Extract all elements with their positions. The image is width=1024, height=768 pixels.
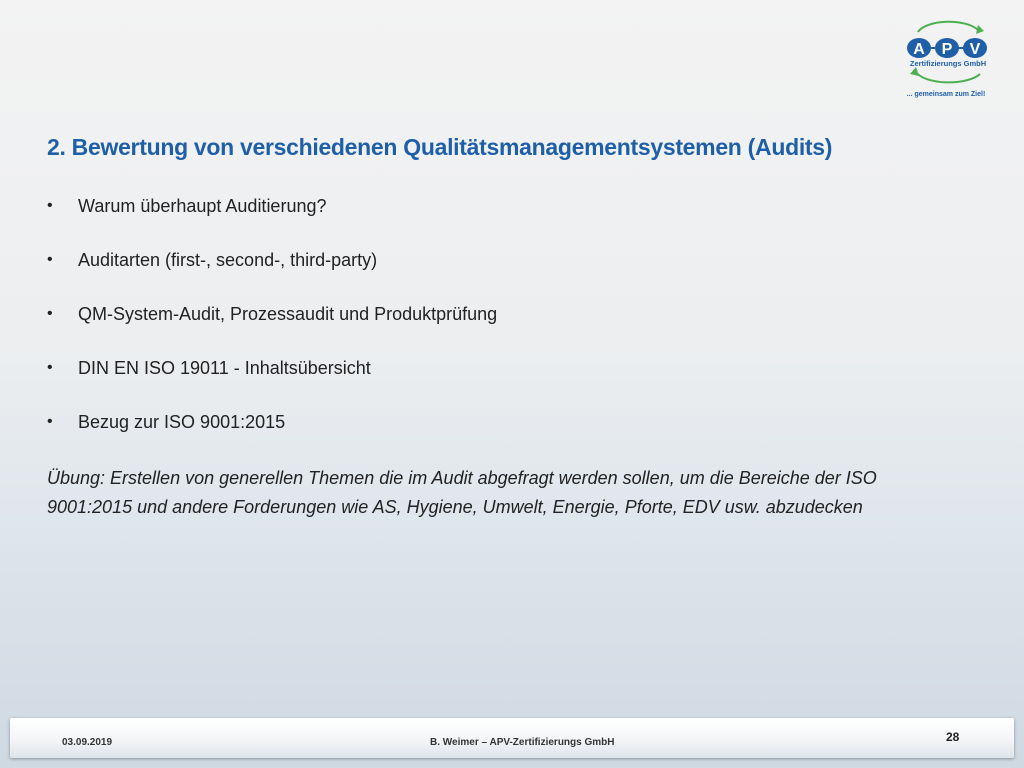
exercise-text: Übung: Erstellen von generellen Themen die im Audit abgefragt werden sollen, um die Bereiche der ISO 9001:2015 und andere Forderungen wie AS, Hygiene, Umwelt, Energie, Pforte, EDV usw. abzudecken [47,468,877,517]
bullet-list [47,188,497,458]
bullet-text: QM-System-Audit, Prozessaudit und Produktprüfung [78,304,498,324]
footer-bar [10,718,1014,758]
logo-letter-v: V [969,41,981,58]
logo-letter-p: P [941,41,953,58]
logo-company: Zertifizierungs GmbH [909,59,987,68]
logo-letter-a: A [913,41,925,58]
arrow-head-bottom-icon [910,67,919,76]
bullet-item [47,296,497,350]
bullet-item [47,404,497,458]
apv-logo [898,14,998,100]
bullet-text: DIN EN ISO 19011 - Inhaltsübersicht [78,358,371,378]
apv-logo-graphic [898,14,998,100]
page-number: 28 [946,730,960,744]
bullet-icon: • [47,251,53,268]
bullet-text: Auditarten (first-, second-, third-party) [78,250,378,270]
bullet-item [47,350,497,404]
bullet-item [47,242,497,296]
arrow-arc-top-icon [918,22,978,32]
bullet-icon: • [47,197,53,214]
bullet-text: Warum überhaupt Auditierung? [78,196,327,216]
arrow-arc-bottom-icon [916,72,980,82]
bullet-item [47,188,497,242]
arrow-head-top-icon [976,25,984,34]
footer-date: 03.09.2019 [62,737,113,748]
bullet-icon: • [47,305,53,322]
slide-title: 2. Bewertung von verschiedenen Qualitätsmanagementsystemen (Audits) [47,134,833,160]
footer-author: B. Weimer – APV-Zertifizierungs GmbH [430,737,615,748]
logo-tagline: ... gemeinsam zum Ziel! [906,91,986,98]
bullet-icon: • [47,413,53,430]
bullet-text: Bezug zur ISO 9001:2015 [78,412,286,432]
bullet-icon: • [47,359,53,376]
